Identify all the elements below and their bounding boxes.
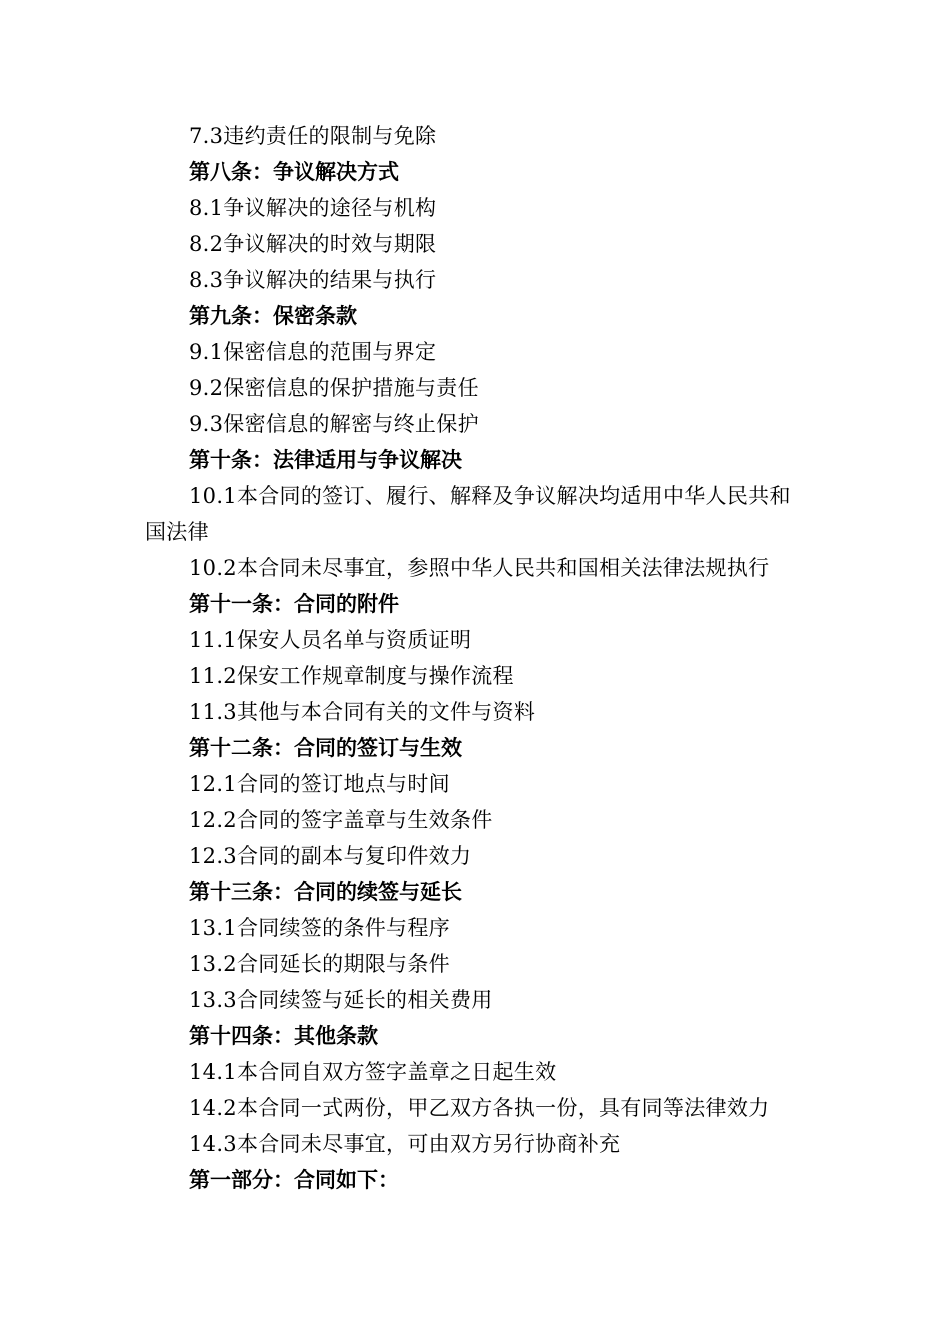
- clause-item: 9.3保密信息的解密与终止保护: [189, 412, 479, 436]
- clause-item: 14.3本合同未尽事宜，可由双方另行协商补充: [189, 1132, 621, 1156]
- clause-item: 8.3争议解决的结果与执行: [189, 268, 437, 292]
- clause-item: 7.3违约责任的限制与免除: [189, 124, 437, 148]
- clause-item: 10.2本合同未尽事宜，参照中华人民共和国相关法律法规执行: [189, 556, 770, 580]
- clause-item: 14.1本合同自双方签字盖章之日起生效: [189, 1060, 557, 1084]
- clause-item: 11.1保安人员名单与资质证明: [189, 628, 472, 652]
- clause-item: 14.2本合同一式两份，甲乙双方各执一份，具有同等法律效力: [189, 1096, 770, 1120]
- part-heading: 第一部分：合同如下：: [189, 1168, 399, 1192]
- article-heading: 第十一条：合同的附件: [189, 592, 399, 616]
- clause-item: 8.2争议解决的时效与期限: [189, 232, 437, 256]
- clause-item: 11.3其他与本合同有关的文件与资料: [189, 700, 536, 724]
- article-heading: 第八条：争议解决方式: [189, 160, 399, 184]
- article-heading: 第九条：保密条款: [189, 304, 357, 328]
- article-heading: 第十二条：合同的签订与生效: [189, 736, 462, 760]
- clause-item: 11.2保安工作规章制度与操作流程: [189, 664, 514, 688]
- clause-item: 9.2保密信息的保护措施与责任: [189, 376, 479, 400]
- article-heading: 第十条：法律适用与争议解决: [189, 448, 462, 472]
- clause-item: 13.2合同延长的期限与条件: [189, 952, 450, 976]
- clause-item: 8.1争议解决的途径与机构: [189, 196, 437, 220]
- clause-item: 12.2合同的签字盖章与生效条件: [189, 808, 493, 832]
- clause-item: 13.3合同续签与延长的相关费用: [189, 988, 493, 1012]
- article-heading: 第十三条：合同的续签与延长: [189, 880, 462, 904]
- article-heading: 第十四条：其他条款: [189, 1024, 378, 1048]
- clause-item: 12.3合同的副本与复印件效力: [189, 844, 472, 868]
- clause-item: 12.1合同的签订地点与时间: [189, 772, 450, 796]
- clause-item: 13.1合同续签的条件与程序: [189, 916, 450, 940]
- document-body: [145, 118, 825, 1198]
- clause-item: 9.1保密信息的范围与界定: [189, 340, 437, 364]
- clause-item-wrapped: 10.1本合同的签订、履行、解释及争议解决均适用中华人民共和国法律: [145, 484, 791, 544]
